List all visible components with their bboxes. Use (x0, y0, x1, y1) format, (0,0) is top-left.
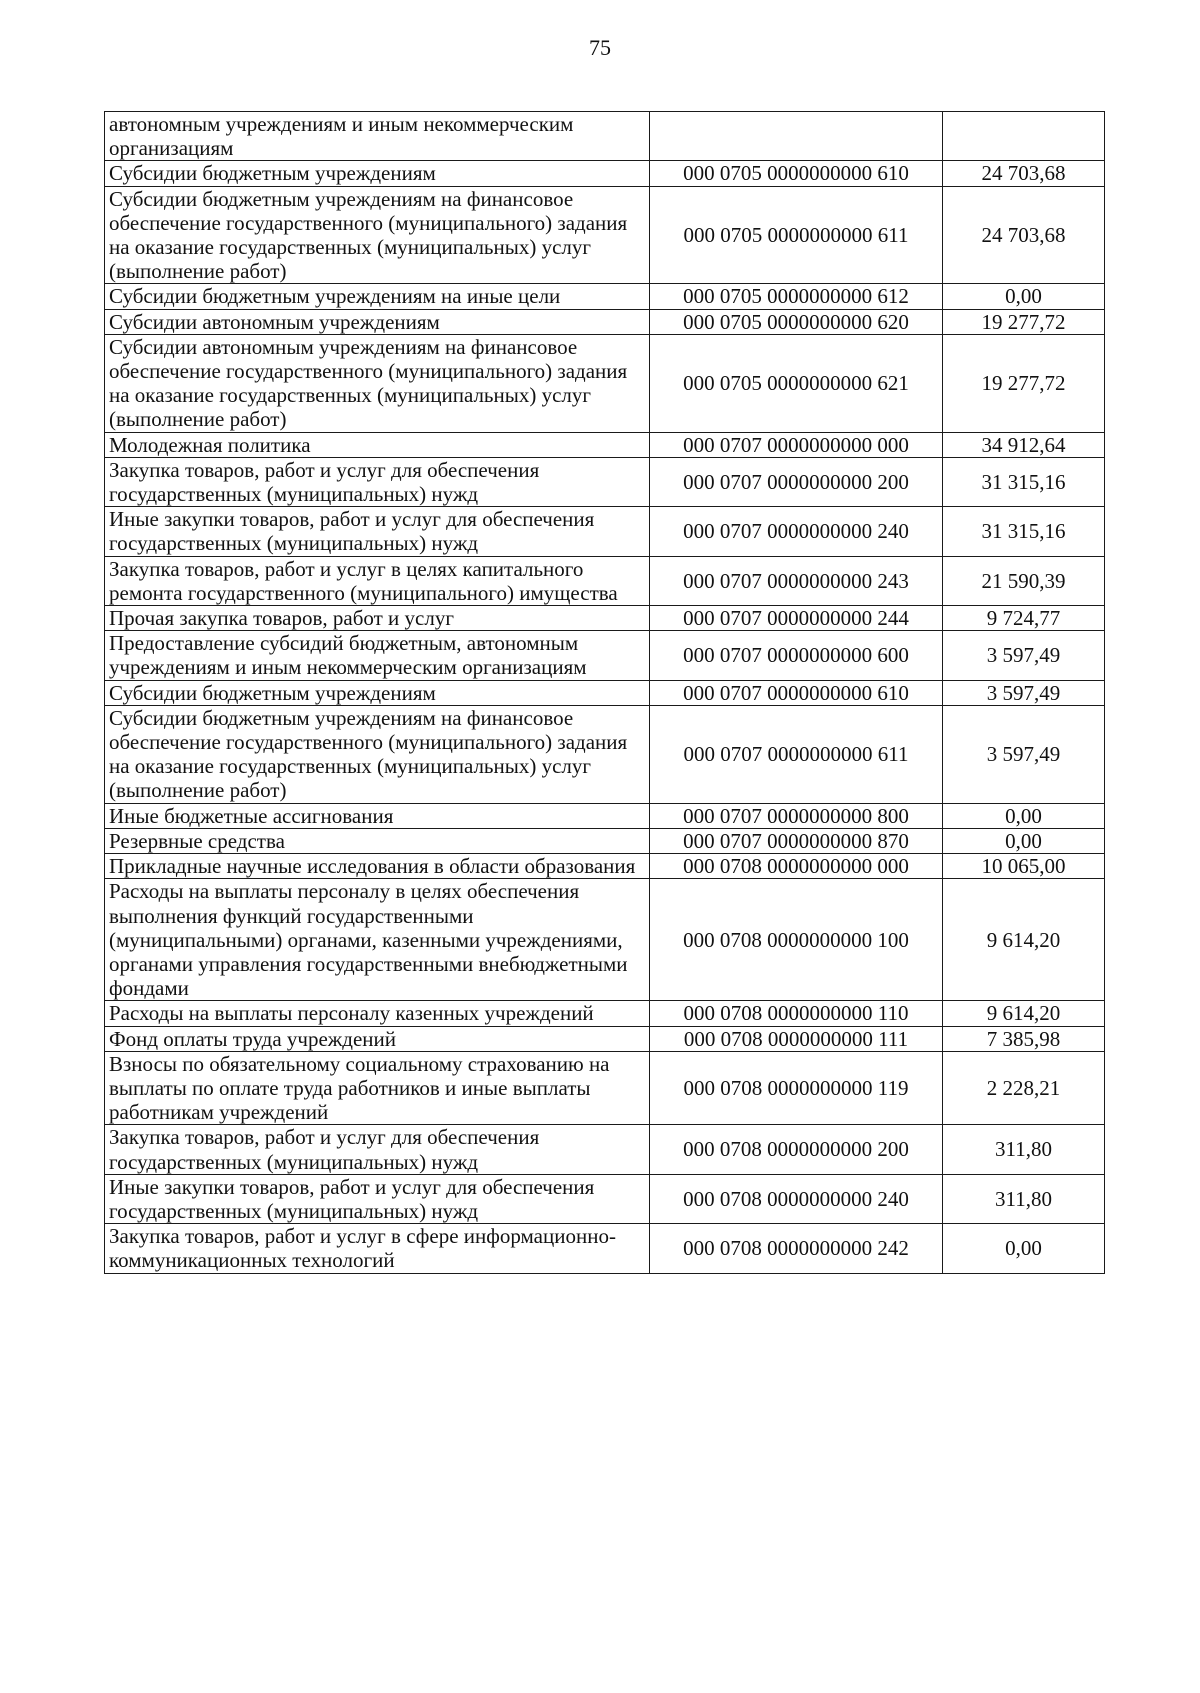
row-name-cell: Расходы на выплаты персоналу казенных учреждений (105, 1001, 650, 1026)
table-row (105, 879, 1105, 1001)
table-row (105, 1125, 1105, 1174)
row-code-cell: 000 0708 0000000000 200 (650, 1125, 943, 1174)
table-row (105, 828, 1105, 853)
row-name-cell: Прочая закупка товаров, работ и услуг (105, 606, 650, 631)
row-amount-cell: 31 315,16 (943, 507, 1105, 556)
table-row (105, 1001, 1105, 1026)
row-code-cell: 000 0705 0000000000 620 (650, 309, 943, 334)
table-row (105, 334, 1105, 432)
row-code-cell: 000 0705 0000000000 610 (650, 161, 943, 186)
row-amount-cell: 9 724,77 (943, 606, 1105, 631)
row-name-cell: Молодежная политика (105, 432, 650, 457)
row-name-cell: Закупка товаров, работ и услуг для обеспечения государственных (муниципальных) нужд (105, 457, 650, 506)
row-code-cell: 000 0707 0000000000 800 (650, 803, 943, 828)
table-row (105, 606, 1105, 631)
row-amount-cell: 2 228,21 (943, 1051, 1105, 1125)
row-code-cell: 000 0708 0000000000 111 (650, 1026, 943, 1051)
row-amount-cell: 311,80 (943, 1125, 1105, 1174)
row-amount-cell: 0,00 (943, 803, 1105, 828)
table-row (105, 161, 1105, 186)
table-row (105, 705, 1105, 803)
row-code-cell: 000 0707 0000000000 200 (650, 457, 943, 506)
table-row (105, 1051, 1105, 1125)
row-code-cell: 000 0708 0000000000 100 (650, 879, 943, 1001)
row-code-cell: 000 0708 0000000000 119 (650, 1051, 943, 1125)
table-row (105, 854, 1105, 879)
row-code-cell: 000 0707 0000000000 244 (650, 606, 943, 631)
row-code-cell: 000 0705 0000000000 611 (650, 186, 943, 284)
table-row (105, 1174, 1105, 1223)
row-code-cell: 000 0707 0000000000 243 (650, 556, 943, 605)
table-row (105, 284, 1105, 309)
row-code-cell: 000 0707 0000000000 240 (650, 507, 943, 556)
row-name-cell: Иные бюджетные ассигнования (105, 803, 650, 828)
page-number: 75 (589, 35, 611, 60)
table-row (105, 186, 1105, 284)
row-code-cell: 000 0705 0000000000 612 (650, 284, 943, 309)
table-row (105, 1026, 1105, 1051)
row-amount-cell: 10 065,00 (943, 854, 1105, 879)
row-name-cell: Закупка товаров, работ и услуг в сфере информационно-коммуникационных технологий (105, 1224, 650, 1273)
row-code-cell: 000 0707 0000000000 610 (650, 680, 943, 705)
row-code-cell: 000 0705 0000000000 621 (650, 334, 943, 432)
row-name-cell: Иные закупки товаров, работ и услуг для обеспечения государственных (муниципальных) нужд (105, 1174, 650, 1223)
row-code-cell: 000 0707 0000000000 000 (650, 432, 943, 457)
row-code-cell: 000 0708 0000000000 000 (650, 854, 943, 879)
row-amount-cell: 24 703,68 (943, 186, 1105, 284)
row-code-cell (650, 112, 943, 161)
row-code-cell: 000 0707 0000000000 600 (650, 631, 943, 680)
row-amount-cell: 31 315,16 (943, 457, 1105, 506)
row-amount-cell: 311,80 (943, 1174, 1105, 1223)
table-row (105, 556, 1105, 605)
table-row (105, 1224, 1105, 1273)
row-name-cell: Резервные средства (105, 828, 650, 853)
row-name-cell: Иные закупки товаров, работ и услуг для обеспечения государственных (муниципальных) нужд (105, 507, 650, 556)
row-code-cell: 000 0707 0000000000 870 (650, 828, 943, 853)
row-amount-cell: 0,00 (943, 284, 1105, 309)
row-amount-cell: 9 614,20 (943, 879, 1105, 1001)
table-row (105, 507, 1105, 556)
row-name-cell: Взносы по обязательному социальному страхованию на выплаты по оплате труда работников и иные выплаты работникам учреждений (105, 1051, 650, 1125)
row-name-cell: Субсидии бюджетным учреждениям на финансовое обеспечение государственного (муниципального) задания на оказание государственных (муниципальных) услуг (выполнение работ) (105, 705, 650, 803)
row-amount-cell: 9 614,20 (943, 1001, 1105, 1026)
row-name-cell: Закупка товаров, работ и услуг для обеспечения государственных (муниципальных) нужд (105, 1125, 650, 1174)
row-amount-cell: 3 597,49 (943, 680, 1105, 705)
row-name-cell: Субсидии бюджетным учреждениям на финансовое обеспечение государственного (муниципального) задания на оказание государственных (муниципальных) услуг (выполнение работ) (105, 186, 650, 284)
row-name-cell: Субсидии бюджетным учреждениям на иные цели (105, 284, 650, 309)
row-amount-cell: 21 590,39 (943, 556, 1105, 605)
budget-table (104, 111, 1105, 1274)
row-name-cell: Субсидии бюджетным учреждениям (105, 680, 650, 705)
table-row (105, 432, 1105, 457)
table-row (105, 309, 1105, 334)
row-name-cell: Предоставление субсидий бюджетным, автономным учреждениям и иным некоммерческим организациям (105, 631, 650, 680)
table-row (105, 457, 1105, 506)
row-amount-cell: 7 385,98 (943, 1026, 1105, 1051)
row-code-cell: 000 0708 0000000000 242 (650, 1224, 943, 1273)
row-amount-cell (943, 112, 1105, 161)
table-row (105, 680, 1105, 705)
row-amount-cell: 0,00 (943, 1224, 1105, 1273)
row-code-cell: 000 0708 0000000000 240 (650, 1174, 943, 1223)
row-code-cell: 000 0708 0000000000 110 (650, 1001, 943, 1026)
row-name-cell: Фонд оплаты труда учреждений (105, 1026, 650, 1051)
row-amount-cell: 34 912,64 (943, 432, 1105, 457)
row-amount-cell: 19 277,72 (943, 309, 1105, 334)
row-amount-cell: 0,00 (943, 828, 1105, 853)
row-name-cell: Субсидии бюджетным учреждениям (105, 161, 650, 186)
table-row (105, 631, 1105, 680)
row-amount-cell: 24 703,68 (943, 161, 1105, 186)
row-amount-cell: 3 597,49 (943, 705, 1105, 803)
row-amount-cell: 19 277,72 (943, 334, 1105, 432)
row-name-cell: Субсидии автономным учреждениям (105, 309, 650, 334)
budget-table-body (105, 112, 1105, 1274)
table-row (105, 112, 1105, 161)
row-amount-cell: 3 597,49 (943, 631, 1105, 680)
row-name-cell: Прикладные научные исследования в области образования (105, 854, 650, 879)
table-row (105, 803, 1105, 828)
row-code-cell: 000 0707 0000000000 611 (650, 705, 943, 803)
row-name-cell: автономным учреждениям и иным некоммерческим организациям (105, 112, 650, 161)
row-name-cell: Закупка товаров, работ и услуг в целях капитального ремонта государственного (муниципального) имущества (105, 556, 650, 605)
row-name-cell: Расходы на выплаты персоналу в целях обеспечения выполнения функций государственными (муниципальными) органами, казенными учреждениями, органами управления государственными внебюджетными фондами (105, 879, 650, 1001)
row-name-cell: Субсидии автономным учреждениям на финансовое обеспечение государственного (муниципального) задания на оказание государственных (муниципальных) услуг (выполнение работ) (105, 334, 650, 432)
